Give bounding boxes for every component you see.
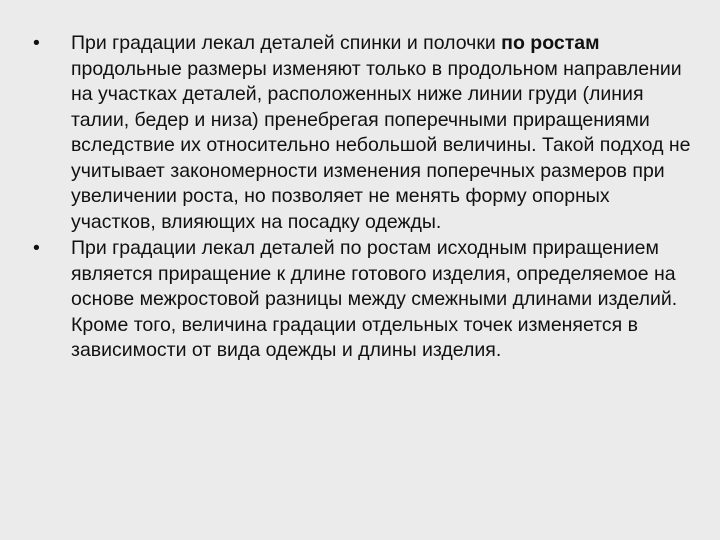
bullet-1-text-before: При градации лекал деталей спинки и полочки (71, 32, 502, 54)
bullet-item-2 (33, 236, 695, 364)
bullet-item-1 (33, 31, 695, 235)
bullet-text-2: При градации лекал деталей по ростам исходным приращением является приращение к длине готового изделия, определяемое на основе межростовой разницы между смежными длинами изделий. Кроме того, величина градации отдельных точек изменяется в зависимости от вида одежды и длины изделия. (71, 237, 678, 361)
bullet-1-text-after: продольные размеры изменяют только в продольном направлении на участках деталей, расположенных ниже линии груди (линия талии, бедер и низа) пренебрегая поперечными приращениями вследствие их относительно небольшой величины. Такой подход не учитывает закономерности изменения поперечных размеров при увеличении роста, но позволяет не менять форму опорных участков, влияющих на посадку одежды. (71, 57, 691, 233)
bullet-1-bold-text: по ростам (501, 32, 600, 54)
bullet-list (33, 31, 695, 365)
bullet-icon: • (33, 32, 40, 54)
bullet-icon: • (33, 237, 40, 259)
bullet-text-1 (71, 32, 691, 233)
